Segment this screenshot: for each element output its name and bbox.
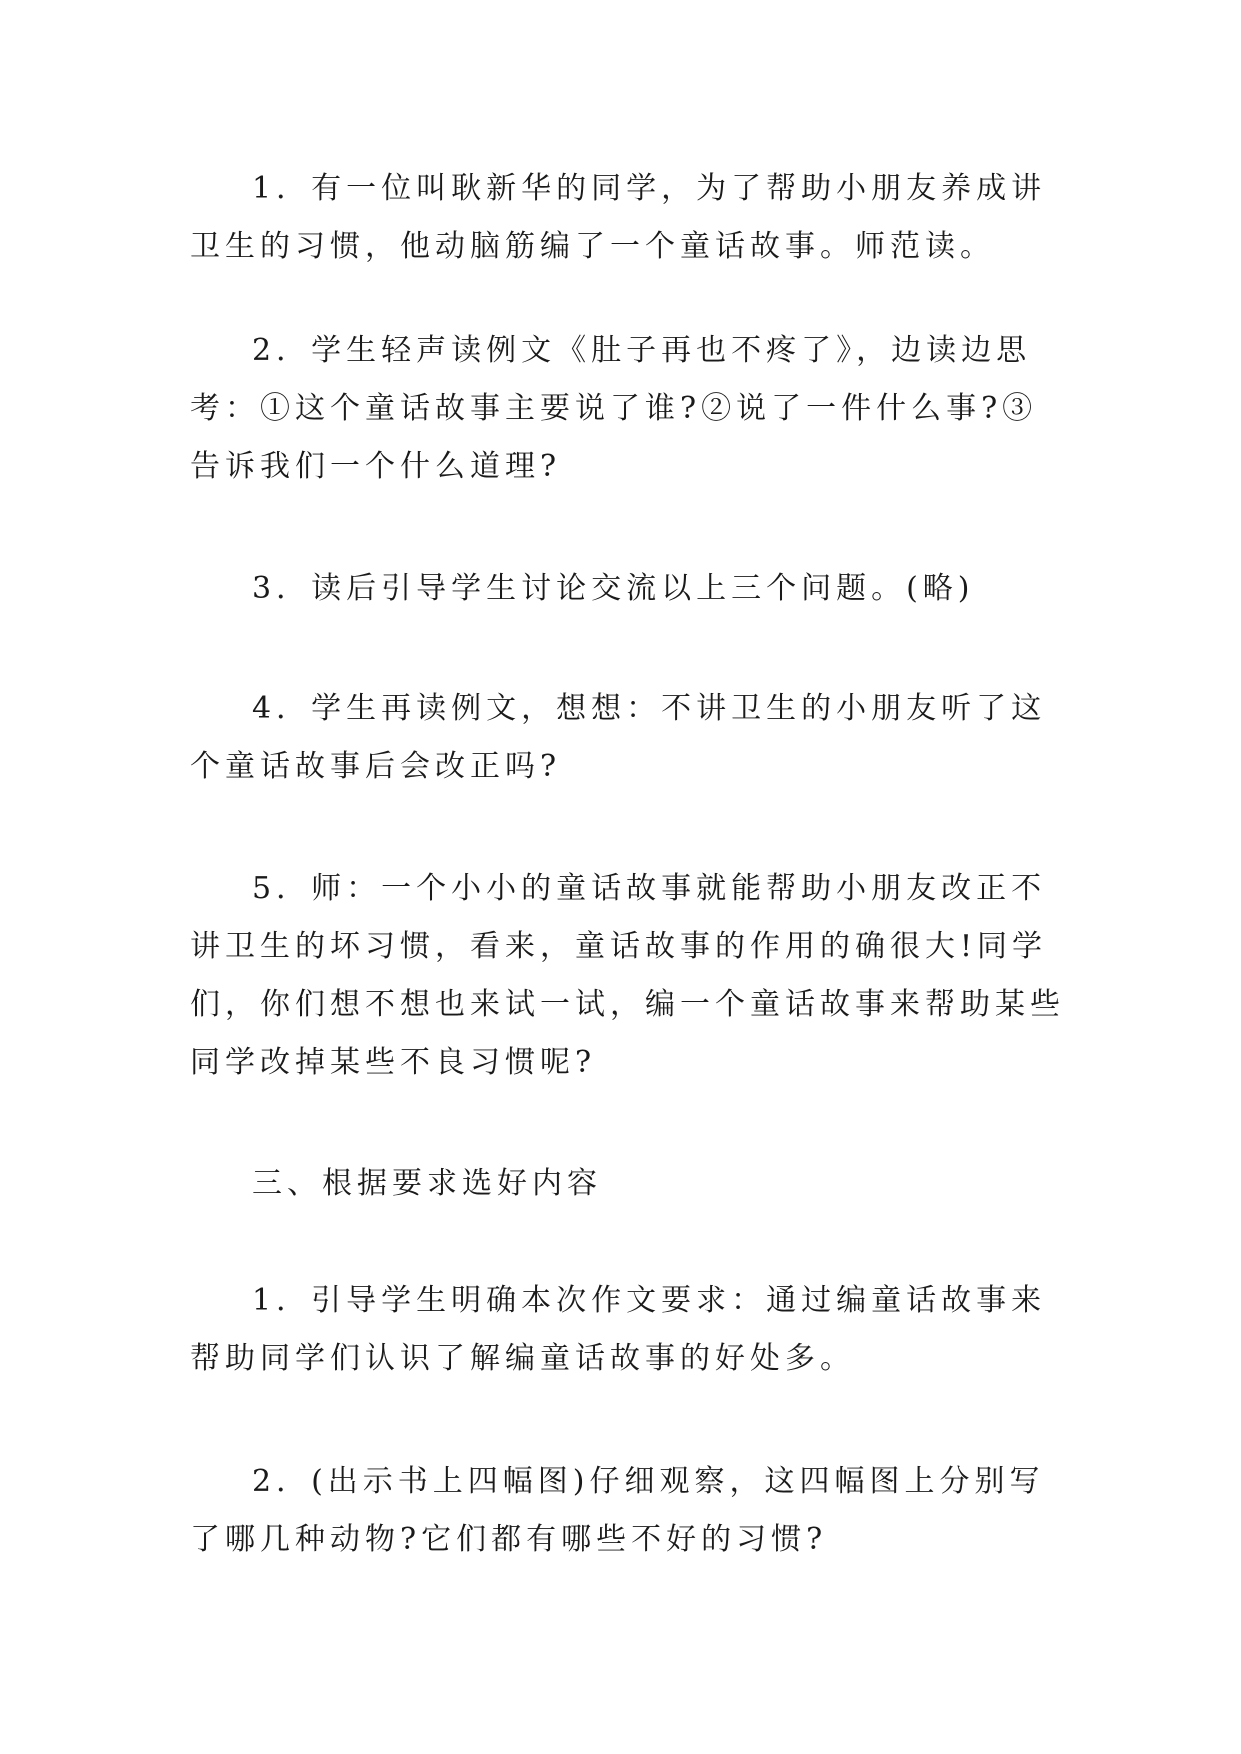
paragraph-2: 2．学生轻声读例文《肚子再也不疼了》，边读边思考：①这个童话故事主要说了谁?②说了一件什么事?③告诉我们一个什么道理?: [190, 333, 1038, 484]
paragraph-3: 3．读后引导学生讨论交流以上三个问题。(略): [252, 571, 975, 606]
paragraph-7: 2．(出示书上四幅图)仔细观察，这四幅图上分别写了哪几种动物?它们都有哪些不好的习惯?: [190, 1464, 1045, 1557]
section-heading: 三、根据要求选好内容: [252, 1166, 602, 1201]
paragraph-6: 1．引导学生明确本次作文要求：通过编童话故事来帮助同学们认识了解编童话故事的好处多。: [190, 1283, 1047, 1376]
paragraph-1: 1．有一位叫耿新华的同学，为了帮助小朋友养成讲卫生的习惯，他动脑筋编了一个童话故事。师范读。: [190, 171, 1047, 264]
paragraph-5: 5．师：一个小小的童话故事就能帮助小朋友改正不讲卫生的坏习惯，看来，童话故事的作用的确很大!同学们，你们想不想也来试一试，编一个童话故事来帮助某些同学改掉某些不良习惯呢?: [190, 871, 1065, 1080]
paragraph-4: 4．学生再读例文，想想：不讲卫生的小朋友听了这个童话故事后会改正吗?: [190, 691, 1047, 784]
